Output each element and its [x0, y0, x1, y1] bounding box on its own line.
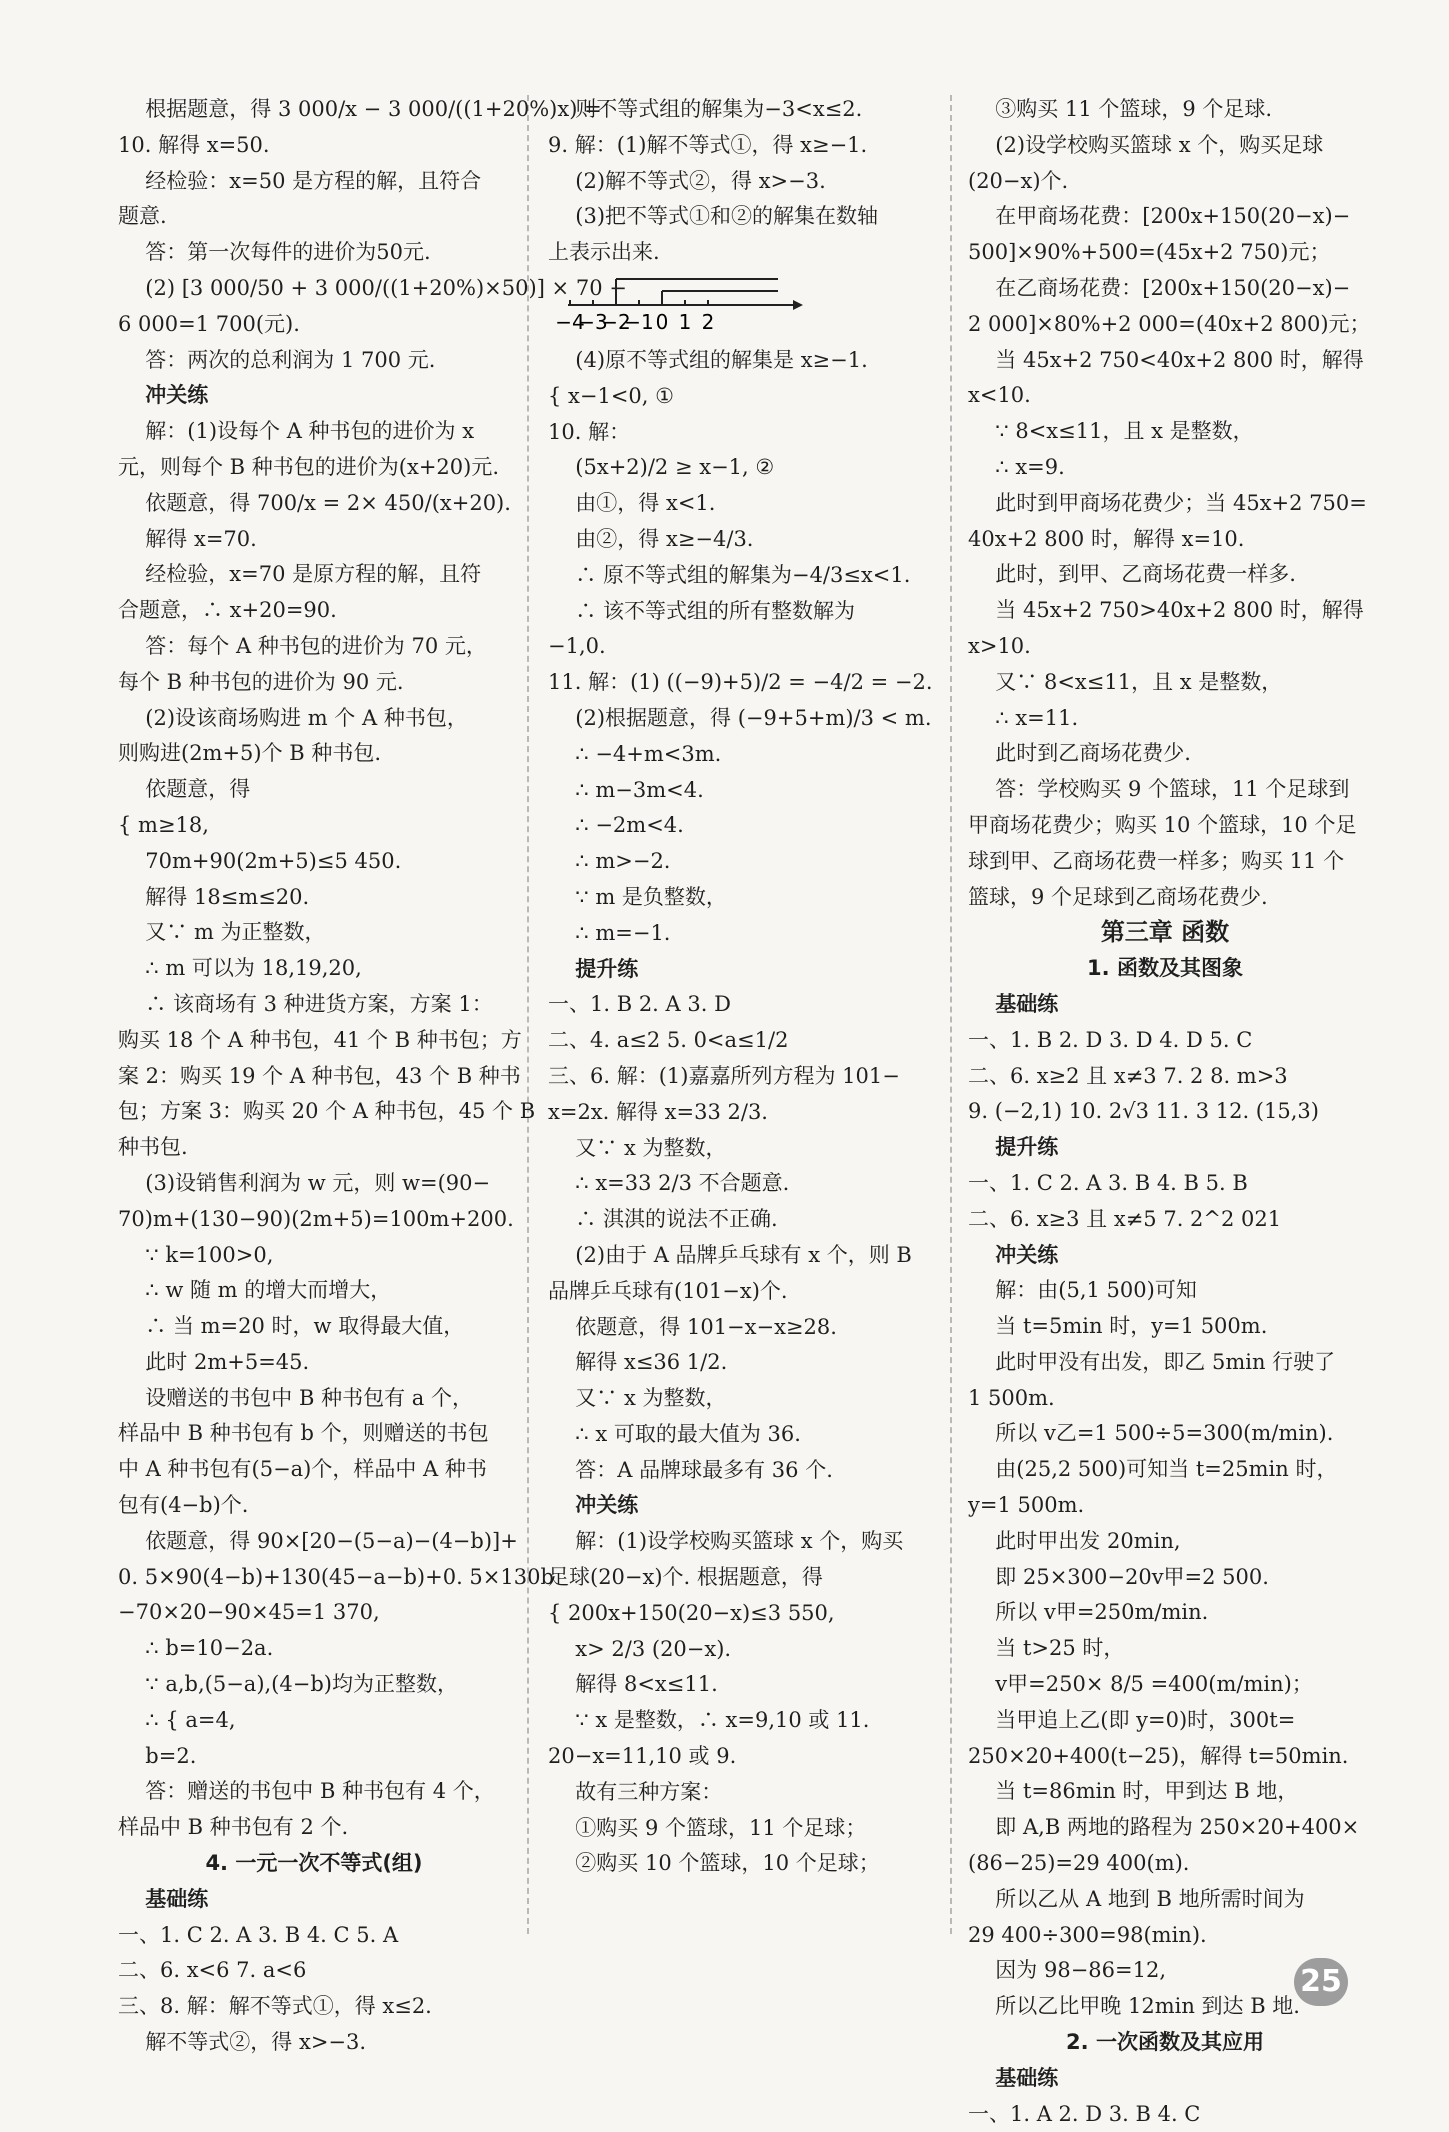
- text-line: 一、1. A 2. D 3. B 4. C: [968, 2101, 1201, 2126]
- text-line: 经检验：x=50 是方程的解，且符合: [145, 168, 482, 193]
- text-line: (20−x)个.: [968, 168, 1069, 193]
- number-line-label: −2: [601, 309, 631, 334]
- text-line: 一、1. C 2. A 3. B 4. C 5. A: [118, 1922, 399, 1947]
- column-right: [968, 92, 1371, 2132]
- text-line: 当 t=5min 时，y=1 500m.: [995, 1314, 1268, 1339]
- text-line: 70m+90(2m+5)≤5 450.: [145, 848, 402, 873]
- text-line: { 200x+150(20−x)≤3 550,: [548, 1600, 835, 1625]
- text-line: 答：学校购买 9 个篮球，11 个足球到: [995, 777, 1350, 802]
- text-line: 又∵ 8<x≤11，且 x 是整数，: [995, 669, 1283, 694]
- text-line: 答：赠送的书包中 B 种书包有 4 个，: [145, 1779, 495, 1804]
- text-line: 题意.: [118, 204, 167, 229]
- text-line: 二、4. a≤2 5. 0<a≤1/2: [548, 1028, 789, 1053]
- text-line: ①购买 9 个篮球，11 个足球；: [575, 1815, 867, 1840]
- text-line: 依题意，得 700/x = 2× 450/(x+20).: [145, 490, 511, 515]
- text-line: 即 A,B 两地的路程为 250×20+400×: [995, 1815, 1360, 1840]
- text-line: (2)设该商场购进 m 个 A 种书包，: [145, 705, 468, 730]
- text-line: 当 45x+2 750>40x+2 800 时，解得: [995, 598, 1364, 623]
- text-line: ③购买 11 个篮球，9 个足球.: [995, 97, 1273, 121]
- number-line-label: −4: [555, 309, 585, 334]
- text-line: 11. 解：(1) ((−9)+5)/2 = −4/2 = −2.: [548, 670, 933, 695]
- text-line: ∴ w 随 m 的增大而增大，: [145, 1278, 392, 1303]
- text-line: (5x+2)/2 ≥ x−1, ②: [575, 455, 775, 480]
- text-line: 提升练: [575, 956, 639, 981]
- text-line: 又∵ x 为整数，: [575, 1386, 727, 1411]
- text-line: 10. 解：: [548, 419, 631, 444]
- text-line: 基础练: [995, 2065, 1059, 2090]
- text-line: ∴ −2m<4.: [575, 813, 684, 838]
- text-line: 答：两次的总利润为 1 700 元.: [145, 347, 436, 372]
- text-line: 500]×90%+500=(45x+2 750)元；: [968, 240, 1331, 265]
- text-line: 当 t=86min 时，甲到达 B 地，: [995, 1779, 1299, 1804]
- text-line: 在甲商场花费：[200x+150(20−x)−: [995, 204, 1351, 229]
- text-line: 解得 8<x≤11.: [575, 1672, 718, 1697]
- text-line: (2)解不等式②，得 x>−3.: [575, 168, 826, 193]
- text-line: v甲=250× 8/5 =400(m/min)；: [995, 1672, 1313, 1697]
- text-line: 所以 v甲=250m/min.: [995, 1600, 1209, 1625]
- text-line: 20−x=11,10 或 9.: [548, 1744, 737, 1769]
- text-line: ∴ 该商场有 3 种进货方案，方案 1：: [145, 991, 493, 1016]
- text-line: 样品中 B 种书包有 b 个，则赠送的书包: [118, 1421, 489, 1446]
- text-line: 6 000=1 700(元).: [118, 311, 300, 336]
- text-line: 9. 解：(1)解不等式①，得 x≥−1.: [548, 132, 868, 157]
- text-line: 解：(1)设每个 A 种书包的进价为 x: [145, 419, 475, 444]
- text-line: 由①，得 x<1.: [575, 491, 716, 516]
- number-line-label: 0: [655, 309, 669, 334]
- text-line: 此时 2m+5=45.: [145, 1349, 310, 1374]
- text-line: ∴ m 可以为 18,19,20,: [145, 956, 362, 981]
- column-divider: [527, 95, 529, 1934]
- text-line: 三、6. 解：(1)嘉嘉所列方程为 101−: [548, 1063, 900, 1088]
- text-line: 经检验，x=70 是原方程的解，且符: [145, 562, 482, 587]
- text-line: { x−1<0, ①: [548, 383, 674, 408]
- text-line: 0. 5×90(4−b)+130(45−a−b)+0. 5×130b: [118, 1564, 554, 1589]
- text-line: b=2.: [145, 1743, 197, 1768]
- text-line: x=2x. 解得 x=33 2/3.: [548, 1099, 768, 1124]
- text-line: 解得 18≤m≤20.: [145, 884, 310, 909]
- text-line: 二、6. x≥2 且 x≠3 7. 2 8. m>3: [968, 1063, 1288, 1088]
- text-line: 由(25,2 500)可知当 t=25min 时，: [995, 1457, 1338, 1482]
- text-line: (3)把不等式①和②的解集在数轴: [575, 204, 879, 229]
- text-line: 此时到甲商场花费少；当 45x+2 750=: [995, 490, 1367, 515]
- text-line: 故有三种方案：: [575, 1779, 723, 1804]
- text-line: ∵ a,b,(5−a),(4−b)均为正整数，: [145, 1672, 458, 1697]
- text-line: (2)设学校购买篮球 x 个，购买足球: [995, 132, 1324, 157]
- text-line: x<10.: [968, 383, 1031, 408]
- text-line: 当 45x+2 750<40x+2 800 时，解得: [995, 347, 1364, 372]
- text-line: ∴ b=10−2a.: [145, 1636, 274, 1661]
- text-line: 答：每个 A 种书包的进价为 70 元，: [145, 633, 487, 658]
- text-line: 一、1. B 2. D 3. D 4. D 5. C: [968, 1027, 1253, 1052]
- text-line: 品牌乒乓球有(101−x)个.: [548, 1278, 788, 1303]
- text-line: ∴ x 可取的最大值为 36.: [575, 1421, 801, 1446]
- text-line: 依题意，得 101−x−x≥28.: [575, 1314, 837, 1339]
- text-line: 当甲追上乙(即 y=0)时，300t=: [995, 1707, 1296, 1732]
- column-middle: [548, 92, 944, 1882]
- text-line: ∴ 淇淇的说法不正确.: [575, 1207, 778, 1232]
- text-line: −70×20−90×45=1 370,: [118, 1600, 380, 1625]
- text-line: 解不等式②，得 x>−3.: [145, 2030, 367, 2055]
- text-line: (86−25)=29 400(m).: [968, 1851, 1190, 1876]
- text-line: 又∵ m 为正整数，: [145, 920, 326, 945]
- section-heading: 1. 函数及其图象: [1087, 956, 1243, 981]
- text-line: 9. (−2,1) 10. 2√3 11. 3 12. (15,3): [968, 1099, 1319, 1124]
- text-line: ∴ 原不等式组的解集为−4/3≤x<1.: [575, 562, 911, 587]
- text-line: 案 2：购买 19 个 A 种书包，43 个 B 种书: [118, 1063, 521, 1088]
- text-line: 250×20+400(t−25)，解得 t=50min.: [968, 1743, 1349, 1768]
- text-line: 二、6. x<6 7. a<6: [118, 1958, 307, 1983]
- text-line: 29 400÷300=98(min).: [968, 1922, 1207, 1947]
- text-line: 又∵ x 为整数，: [575, 1135, 727, 1160]
- text-line: ∴ { a=4,: [145, 1707, 236, 1732]
- text-line: 种书包.: [118, 1135, 188, 1160]
- text-line: ②购买 10 个篮球，10 个足球；: [575, 1851, 880, 1876]
- text-line: 10. 解得 x=50.: [118, 132, 270, 157]
- number-line-label: 1: [678, 309, 692, 334]
- text-line: x>10.: [968, 633, 1031, 658]
- text-line: −1,0.: [548, 634, 606, 659]
- text-line: 当 t>25 时，: [995, 1636, 1125, 1661]
- text-line: 因为 98−86=12,: [995, 1958, 1167, 1983]
- text-line: 包；方案 3：购买 20 个 A 种书包，45 个 B: [118, 1099, 536, 1124]
- text-line: 则不等式组的解集为−3<x≤2.: [575, 97, 863, 121]
- text-line: 根据题意，得 3 000/x − 3 000/((1+20%)x) =: [145, 97, 602, 121]
- text-line: 解得 x=70.: [145, 526, 257, 551]
- text-line: 球到甲、乙商场花费一样多；购买 11 个: [968, 848, 1345, 873]
- text-line: 基础练: [995, 991, 1059, 1016]
- text-line: 依题意，得: [145, 777, 251, 802]
- text-line: ∴ 当 m=20 时，w 取得最大值，: [145, 1314, 465, 1339]
- text-line: ∴ 该不等式组的所有整数解为: [575, 598, 855, 623]
- text-line: 提升练: [995, 1135, 1059, 1160]
- text-line: 冲关练: [575, 1493, 639, 1518]
- text-line: 解：(1)设学校购买篮球 x 个，购买: [575, 1529, 904, 1554]
- text-line: 此时甲出发 20min,: [995, 1528, 1181, 1553]
- text-line: 70)m+(130−90)(2m+5)=100m+200.: [118, 1206, 514, 1231]
- text-line: 二、6. x≥3 且 x≠5 7. 2^2 021: [968, 1206, 1282, 1231]
- text-line: 1 500m.: [968, 1385, 1055, 1410]
- text-line: 40x+2 800 时，解得 x=10.: [968, 526, 1245, 551]
- text-line: 基础练: [145, 1886, 209, 1911]
- text-line: ∵ 8<x≤11，且 x 是整数，: [995, 419, 1254, 444]
- text-line: ∴ −4+m<3m.: [575, 741, 722, 766]
- text-line: 设赠送的书包中 B 种书包有 a 个，: [145, 1385, 473, 1410]
- text-line: 解得 x≤36 1/2.: [575, 1350, 728, 1375]
- text-line: 答：A 品牌球最多有 36 个.: [575, 1457, 833, 1482]
- number-line: [548, 271, 808, 343]
- text-line: 甲商场花费少；购买 10 个篮球，10 个足: [968, 812, 1357, 837]
- number-line-label: 2: [701, 309, 715, 334]
- section-heading: 4. 一元一次不等式(组): [205, 1851, 423, 1876]
- text-line: 购买 18 个 A 种书包，41 个 B 种书包；方: [118, 1027, 522, 1052]
- text-line: 2 000]×80%+2 000=(40x+2 800)元；: [968, 311, 1371, 336]
- text-line: 每个 B 种书包的进价为 90 元.: [118, 669, 404, 694]
- text-line: ∵ k=100>0,: [145, 1242, 274, 1267]
- text-line: 冲关练: [995, 1242, 1059, 1267]
- text-line: (2) [3 000/50 + 3 000/((1+20%)×50)] × 70 −: [145, 275, 627, 300]
- text-line: 答：第一次每件的进价为50元.: [145, 240, 431, 265]
- text-line: 三、8. 解：解不等式①，得 x≤2.: [118, 1994, 432, 2019]
- text-line: 即 25×300−20v甲=2 500.: [995, 1564, 1269, 1589]
- text-line: ∴ m−3m<4.: [575, 777, 704, 802]
- text-line: 此时甲没有出发，即乙 5min 行驶了: [995, 1349, 1336, 1374]
- text-line: 由②，得 x≥−4/3.: [575, 526, 754, 551]
- text-line: y=1 500m.: [968, 1493, 1085, 1518]
- text-line: 所以乙比甲晚 12min 到达 B 地.: [995, 1994, 1300, 2019]
- text-line: ∴ x=9.: [995, 454, 1065, 479]
- text-line: 一、1. C 2. A 3. B 4. B 5. B: [968, 1170, 1248, 1195]
- text-line: ∴ x=33 2/3 不合题意.: [575, 1171, 790, 1196]
- text-line: ∴ x=11.: [995, 705, 1079, 730]
- text-line: (2)根据题意，得 (−9+5+m)/3 < m.: [575, 705, 932, 730]
- text-line: x> 2/3 (20−x).: [575, 1636, 732, 1661]
- number-line-label: −3: [578, 309, 608, 334]
- number-line-label: −1: [624, 309, 654, 334]
- text-line: 在乙商场花费：[200x+150(20−x)−: [995, 275, 1351, 300]
- text-line: 所以乙从 A 地到 B 地所需时间为: [995, 1886, 1305, 1911]
- text-line: 足球(20−x)个. 根据题意，得: [548, 1565, 823, 1590]
- text-line: ∵ m 是负整数，: [575, 884, 727, 909]
- text-line: 此时，到甲、乙商场花费一样多.: [995, 562, 1296, 587]
- text-line: 上表示出来.: [548, 240, 660, 265]
- text-line: 合题意，∴ x+20=90.: [118, 598, 337, 623]
- text-line: ∴ m=−1.: [575, 920, 671, 945]
- text-line: 样品中 B 种书包有 2 个.: [118, 1815, 349, 1840]
- text-line: 解：由(5,1 500)可知: [995, 1278, 1197, 1303]
- text-line: 元，则每个 B 种书包的进价为(x+20)元.: [118, 454, 500, 479]
- text-line: 此时到乙商场花费少.: [995, 741, 1191, 766]
- text-line: ∵ x 是整数，∴ x=9,10 或 11.: [575, 1708, 870, 1733]
- section-heading: 2. 一次函数及其应用: [1066, 2030, 1264, 2055]
- text-line: 包有(4−b)个.: [118, 1493, 249, 1518]
- text-line: 一、1. B 2. A 3. D: [548, 992, 731, 1017]
- text-line: 篮球，9 个足球到乙商场花费少.: [968, 884, 1268, 909]
- page-number: 25: [1294, 1958, 1348, 2006]
- column-divider: [950, 95, 952, 1934]
- text-line: (3)设销售利润为 w 元，则 w=(90−: [145, 1170, 491, 1195]
- text-line: 所以 v乙=1 500÷5=300(m/min).: [995, 1421, 1334, 1446]
- text-line: { m≥18,: [118, 812, 209, 837]
- number-line-figure: [548, 271, 944, 343]
- text-line: (4)原不等式组的解集是 x≥−1.: [575, 347, 868, 372]
- chapter-heading: 第三章 函数: [1100, 918, 1230, 947]
- text-line: 中 A 种书包有(5−a)个，样品中 A 种书: [118, 1457, 487, 1482]
- text-line: 则购进(2m+5)个 B 种书包.: [118, 741, 382, 766]
- text-line: 依题意，得 90×[20−(5−a)−(4−b)]+: [145, 1528, 518, 1553]
- text-line: 冲关练: [145, 383, 209, 408]
- text-line: (2)由于 A 品牌乒乓球有 x 个，则 B: [575, 1242, 912, 1267]
- text-line: ∴ m>−2.: [575, 849, 671, 874]
